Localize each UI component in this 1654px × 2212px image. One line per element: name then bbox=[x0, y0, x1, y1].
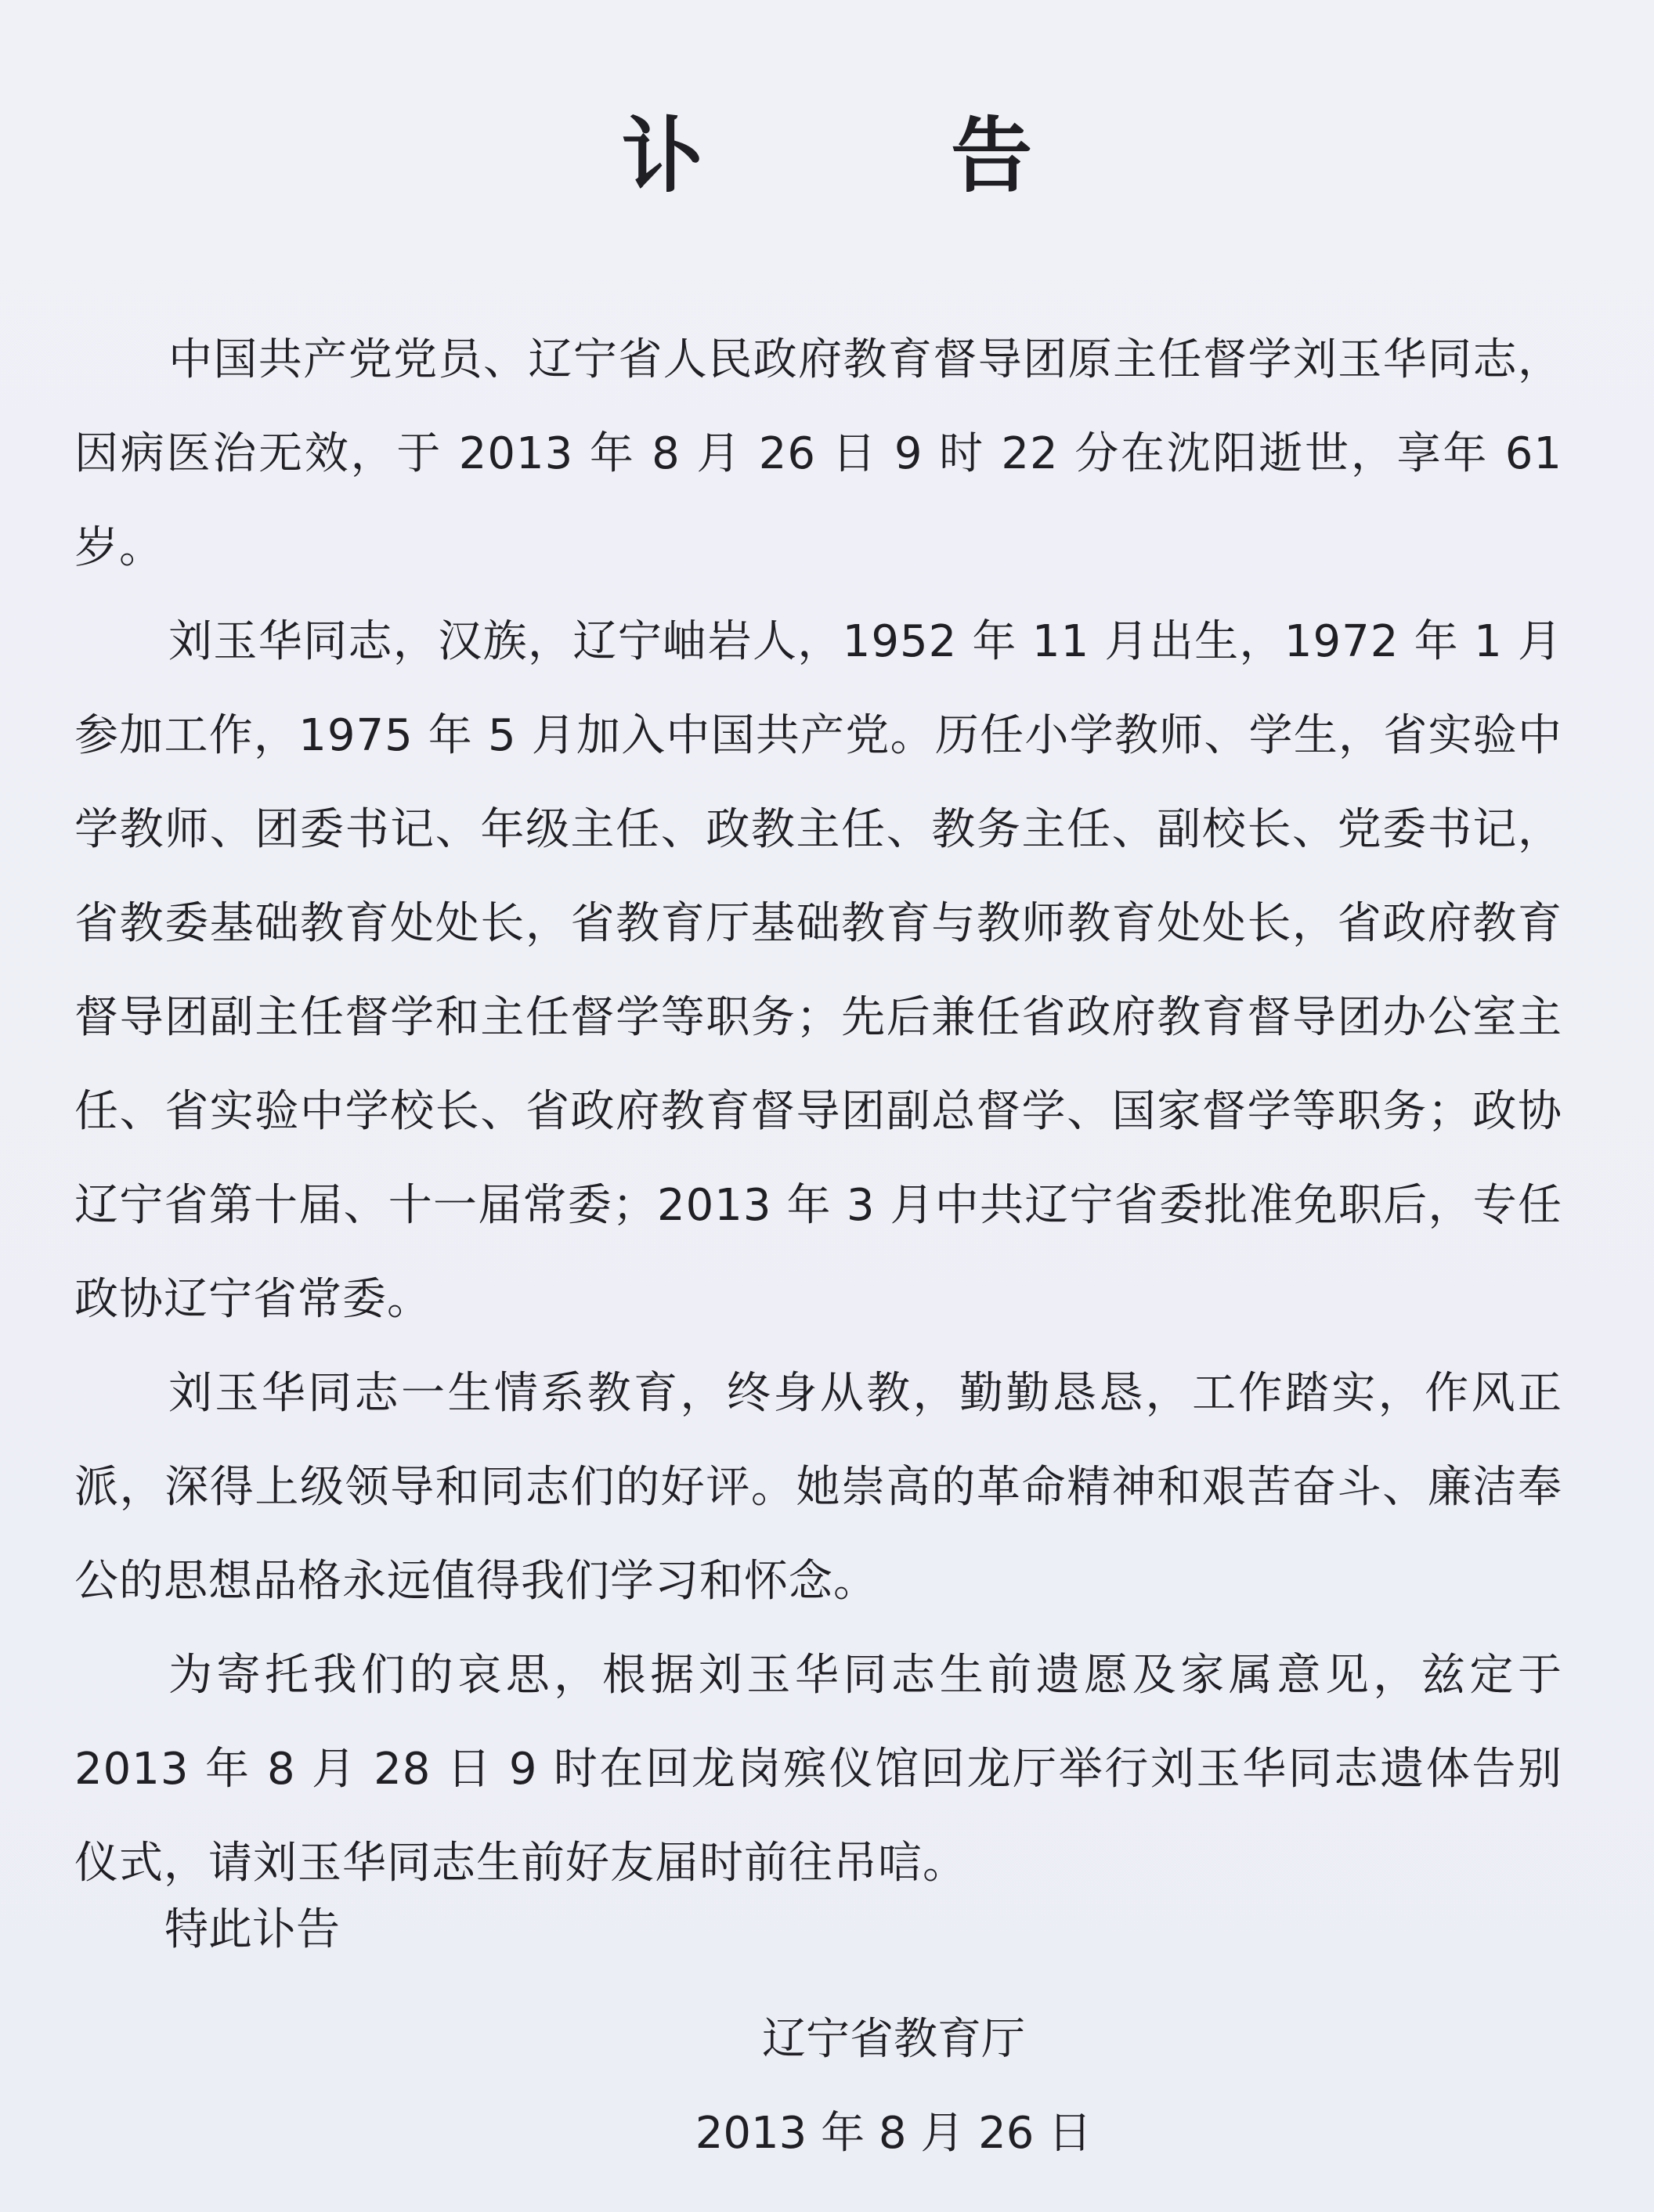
signature-organization: 辽宁省教育厅 bbox=[762, 2014, 1025, 2065]
closing-phrase: 特此讣告 bbox=[164, 1904, 340, 1955]
paragraph-tribute: 刘玉华同志一生情系教育，终身从教，勤勤恳恳，工作踏实，作风正派，深得上级领导和同志们的好评。她崇高的革命精神和艰苦奋斗、廉洁奉公的思想品格永远值得我们学习和怀念。 bbox=[74, 1368, 1562, 1607]
document-title: 讣 告 bbox=[621, 108, 1143, 204]
signature-date: 2013 年 8 月 26 日 bbox=[695, 2108, 1092, 2159]
signature-block bbox=[0, 1993, 1654, 2181]
paragraph-funeral-notice: 为寄托我们的哀思，根据刘玉华同志生前遗愿及家属意见，兹定于 2013 年 8 月 28 日 9 时在回龙岗殡仪馆回龙厅举行刘玉华同志遗体告别仪式，请刘玉华同志生前好友届时前往吊唁。 bbox=[74, 1650, 1562, 1889]
paragraph-obituary-intro: 中国共产党党员、辽宁省人民政府教育督导团原主任督学刘玉华同志，因病医治无效，于 2013 年 8 月 26 日 9 时 22 分在沈阳逝世，享年 61 岁。 bbox=[74, 334, 1562, 573]
paragraph-biography: 刘玉华同志，汉族，辽宁岫岩人，1952 年 11 月出生，1972 年 1 月参加工作，1975 年 5 月加入中国共产党。历任小学教师、学生，省实验中学教师、团委书记、年级主任、政教主任、教务主任、副校长、党委书记，省教委基础教育处处长，省教育厅基础教育与教师教育处处长，省政府教育督导团副主任督学和主任督学等职务；先后兼任省政府教育督导团办公室主任、省实验中学校长、省政府教育督导团副总督学、国家督学等职务；政协辽宁省第十届、十一届常委；2013 年 3 月中共辽宁省委批准免职后，专任政协辽宁省常委。 bbox=[74, 616, 1562, 1325]
document-body bbox=[74, 313, 1562, 1911]
